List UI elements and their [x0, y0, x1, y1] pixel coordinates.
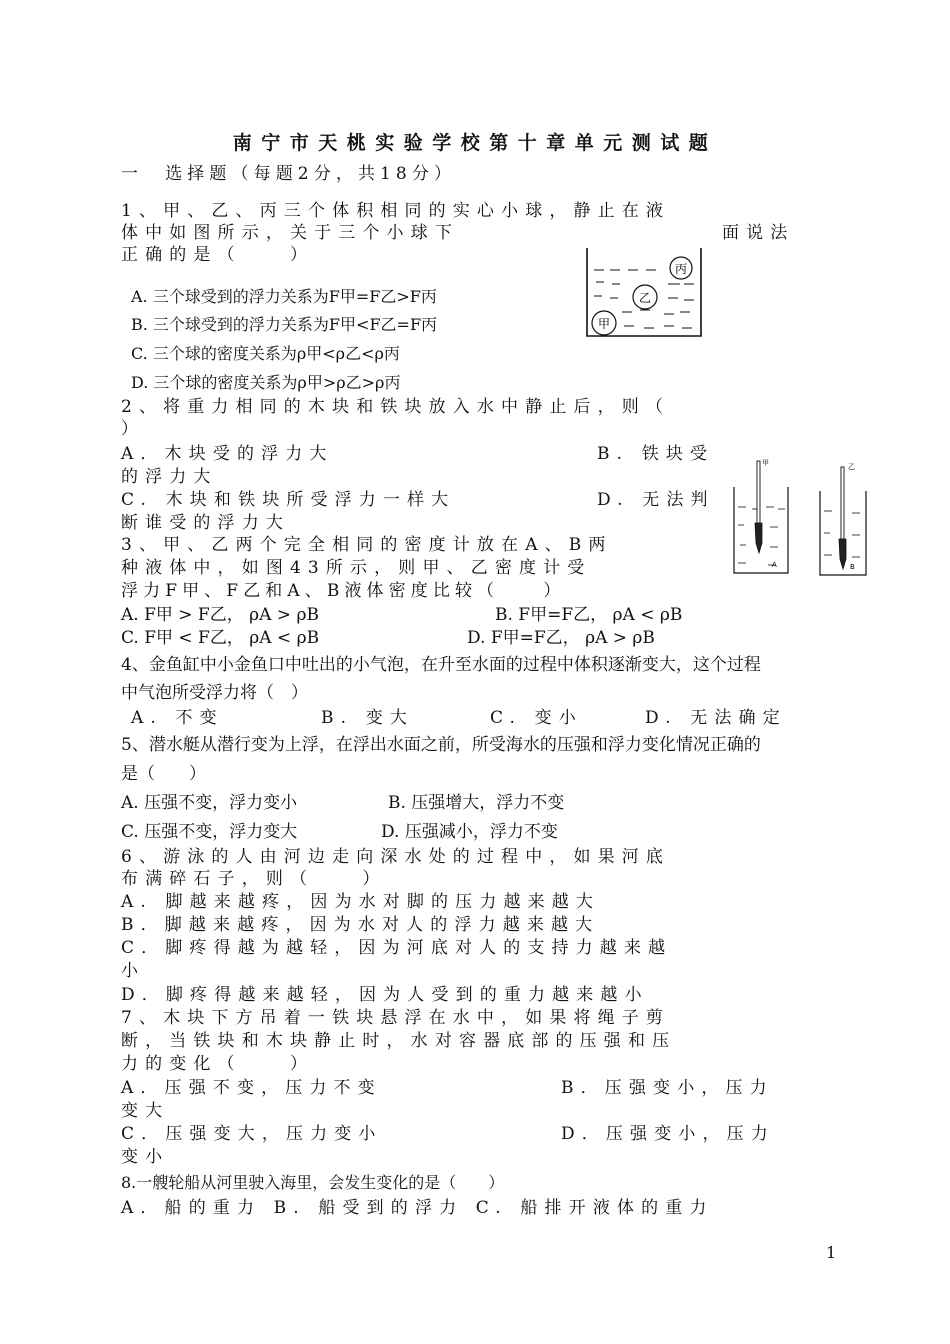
q6-option-c: C．脚疼得越为越轻，因为河底对人的支持力越来越: [121, 938, 673, 958]
q8-options: A．船的重力 B. 船受到的浮力 C. 船排开液体的重力: [121, 1198, 714, 1218]
q7-stem-line1: 7、木块下方吊着一铁块悬浮在水中，如果将绳子剪: [121, 1008, 671, 1028]
q2-option-a: A．木块受的浮力大: [121, 444, 334, 464]
q5-option-d: D. 压强减小，浮力不变: [381, 822, 558, 842]
ball-yi-label: 乙: [638, 291, 652, 305]
hydrometer-yi-label: 乙: [848, 463, 855, 471]
q3-option-d: D. F甲=F乙， ρA > ρB: [467, 628, 655, 648]
q5-stem-line1: 5、潜水艇从潜行变为上浮，在浮出水面之前，所受海水的压强和浮力变化情况正确的: [121, 735, 761, 755]
page-number: 1: [826, 1243, 837, 1262]
liquid-a-label: A: [772, 561, 777, 569]
ball-jia-label: 甲: [597, 317, 611, 331]
q5-option-b: B. 压强增大，浮力不变: [388, 793, 565, 813]
q8-stem: 8.一艘轮船从河里驶入海里，会发生变化的是（ ）: [121, 1173, 505, 1192]
q6-option-d: D．脚疼得越来越轻，因为人受到的重力越来越小: [121, 985, 649, 1005]
q1-option-d: D. 三个球的密度关系为ρ甲>ρ乙>ρ丙: [131, 373, 401, 392]
q3-stem-line2: 种液体中，如图43所示，则甲、乙密度计受: [121, 558, 592, 578]
q2-option-d-cont: 断谁受的浮力大: [121, 513, 290, 533]
q5-option-a: A. 压强不变，浮力变小: [121, 793, 298, 813]
q4-stem-line1: 4、金鱼缸中小金鱼口中吐出的小气泡，在升至水面的过程中体积逐渐变大，这个过程: [121, 655, 761, 675]
q6-stem-line1: 6、游泳的人由河边走向深水处的过程中，如果河底: [121, 847, 671, 867]
ball-bing-label: 丙: [674, 262, 688, 276]
q4-stem-line2: 中气泡所受浮力将（ ）: [121, 683, 308, 703]
q7-option-d-cont: 变小: [121, 1147, 170, 1167]
q5-stem-line2: 是（ ）: [121, 764, 206, 784]
q7-option-c: C．压强变大，压力变小: [121, 1124, 383, 1144]
q6-stem-line2: 布满碎石子，则（ ）: [121, 869, 387, 889]
q3-stem-line1: 3、甲、乙两个完全相同的密度计放在A、B两: [121, 535, 613, 555]
q1-option-c: C. 三个球的密度关系为ρ甲<ρ乙<ρ丙: [131, 344, 400, 363]
q6-option-b: B．脚越来越疼，因为水对人的浮力越来越大: [121, 915, 600, 935]
section-heading: 一 选择题（每题2分，共18分）: [121, 164, 457, 184]
q7-stem-line2: 断，当铁块和木块静止时，水对容器底部的压强和压: [121, 1031, 677, 1051]
q1-stem-line2b: 面说法: [722, 223, 795, 243]
page-title: 南宁市天桃实验学校第十章单元测试题: [232, 132, 718, 154]
q3-option-c: C. F甲 < F乙， ρA < ρB: [121, 628, 320, 648]
q1-beaker-figure: [584, 244, 710, 344]
q4-option-c: C. 变小: [490, 708, 583, 728]
liquid-b-label: B: [850, 563, 855, 571]
q1-option-b: B. 三个球受到的浮力关系为F甲<F乙=F丙: [131, 315, 438, 334]
hydrometer-jia-label: 甲: [762, 459, 769, 467]
q1-stem-line1: 1、甲、乙、丙三个体积相同的实心小球，静止在液: [121, 201, 671, 221]
q7-option-a: A．压强不变，压力不变: [121, 1078, 382, 1098]
q2-stem-line1: 2、将重力相同的木块和铁块放入水中静止后，则（: [121, 397, 671, 417]
q4-option-b: B. 变大: [321, 708, 415, 728]
q7-stem-line3: 力的变化（ ）: [121, 1054, 315, 1074]
q5-option-c: C. 压强不变，浮力变大: [121, 822, 298, 842]
q4-option-d: D. 无法确定: [645, 708, 787, 728]
q7-option-b-cont: 变大: [121, 1101, 170, 1121]
q3-option-a: A. F甲 > F乙， ρA > ρB: [121, 605, 319, 625]
q1-stem-line2a: 体中如图所示，关于三个小球下: [121, 223, 459, 243]
q2-option-d: D. 无法判: [597, 490, 715, 510]
q2-option-b: B. 铁块受: [597, 444, 715, 464]
q2-option-c: C. 木块和铁块所受浮力一样大: [121, 490, 456, 510]
q7-option-b: B．压强变小，压力: [561, 1078, 774, 1098]
q4-option-a: A. 不变: [131, 708, 224, 728]
q3-option-b: B. F甲=F乙， ρA < ρB: [495, 605, 683, 625]
q7-option-d: D．压强变小，压力: [561, 1124, 775, 1144]
q3-hydrometer-figure: [728, 455, 878, 580]
q2-option-b-cont: 的浮力大: [121, 467, 218, 487]
q2-stem-line2: ）: [121, 419, 138, 439]
q3-stem-line3: 浮力F甲、F乙和A、B液体密度比较（ ）: [121, 581, 566, 601]
q1-option-a: A. 三个球受到的浮力关系为F甲=F乙>F丙: [131, 287, 437, 306]
q6-option-a: A. 脚越来越疼，因为水对脚的压力越来越大: [121, 892, 601, 912]
q1-stem-line3: 正确的是（ ）: [121, 245, 315, 265]
q6-option-c-cont: 小: [121, 961, 138, 981]
